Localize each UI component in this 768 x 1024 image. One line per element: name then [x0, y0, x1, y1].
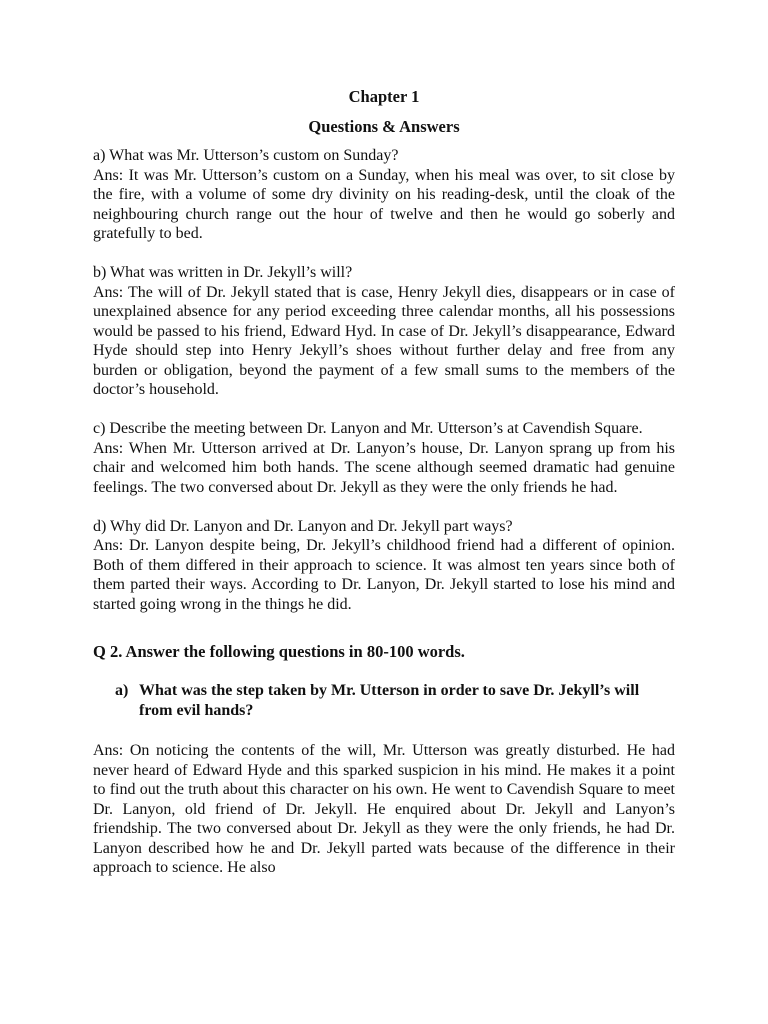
qa-item [93, 419, 675, 497]
chapter-title: Chapter 1 [348, 87, 420, 106]
sub-question-marker: a) [115, 682, 129, 699]
qa-item [93, 517, 675, 615]
q2-heading: Q 2. Answer the following questions in 80-100 words. [93, 642, 465, 661]
question-text: c) Describe the meeting between Dr. Lanyon and Mr. Utterson’s at Cavendish Square. [93, 420, 643, 437]
answer-text: Ans: Dr. Lanyon despite being, Dr. Jekyll’s childhood friend had a different of opinion. Both of them differed in their approach to science. It was almost ten years since both of them parted their ways. According to Dr. Lanyon, Dr. Jekyll started to lose his mind and started going wrong in the things he did. [93, 537, 675, 613]
answer-text: Ans: It was Mr. Utterson’s custom on a Sunday, when his meal was over, to sit close by the fire, with a volume of some dry divinity on his reading-desk, until the cloak of the neighbouring church range out the hour of twelve and then he would go soberly and gratefully to bed. [93, 166, 675, 242]
question-text: a) What was Mr. Utterson’s custom on Sunday? [93, 147, 399, 164]
sub-question [93, 681, 675, 721]
qa-item [93, 146, 675, 244]
question-text: d) Why did Dr. Lanyon and Dr. Lanyon and Dr. Jekyll part ways? [93, 517, 513, 535]
sub-question-text: What was the step taken by Mr. Utterson in order to save Dr. Jekyll’s will from evil hands? [139, 682, 640, 719]
qa-item [93, 263, 675, 400]
section-title: Questions & Answers [308, 117, 460, 136]
question-text: b) What was written in Dr. Jekyll’s will? [93, 264, 353, 281]
answer-text: Ans: The will of Dr. Jekyll stated that is case, Henry Jekyll dies, disappears or in case of unexplained absence for any period exceeding three calendar months, all his possessions would be passed to his friend, Edward Hyd. In case of Dr. Jekyll’s disappearance, Edward Hyde should step into Henry Jekyll’s shoes without further delay and free from any burden or obligation, beyond the payment of a few small sums to the members of the doctor’s household. [93, 283, 675, 398]
long-answer-text: Ans: On noticing the contents of the will, Mr. Utterson was greatly disturbed. He had never heard of Edward Hyde and this sparked suspicion in his mind. He makes it a point to find out the truth about this character on his own. He went to Cavendish Square to meet Dr. Lanyon, old friend of Dr. Jekyll. He enquired about Dr. Jekyll and Lanyon’s friendship. The two conversed about Dr. Jekyll as they were the only friends, he had Dr. Lanyon described how he and Dr. Jekyll parted wats because of the difference in their approach to science. He also [93, 742, 675, 876]
answer-text: Ans: When Mr. Utterson arrived at Dr. Lanyon’s house, Dr. Lanyon sprang up from his chair and welcomed him both hands. The scene although seemed dramatic had genuine feelings. The two conversed about Dr. Jekyll as they were the only friends he had. [93, 439, 675, 496]
